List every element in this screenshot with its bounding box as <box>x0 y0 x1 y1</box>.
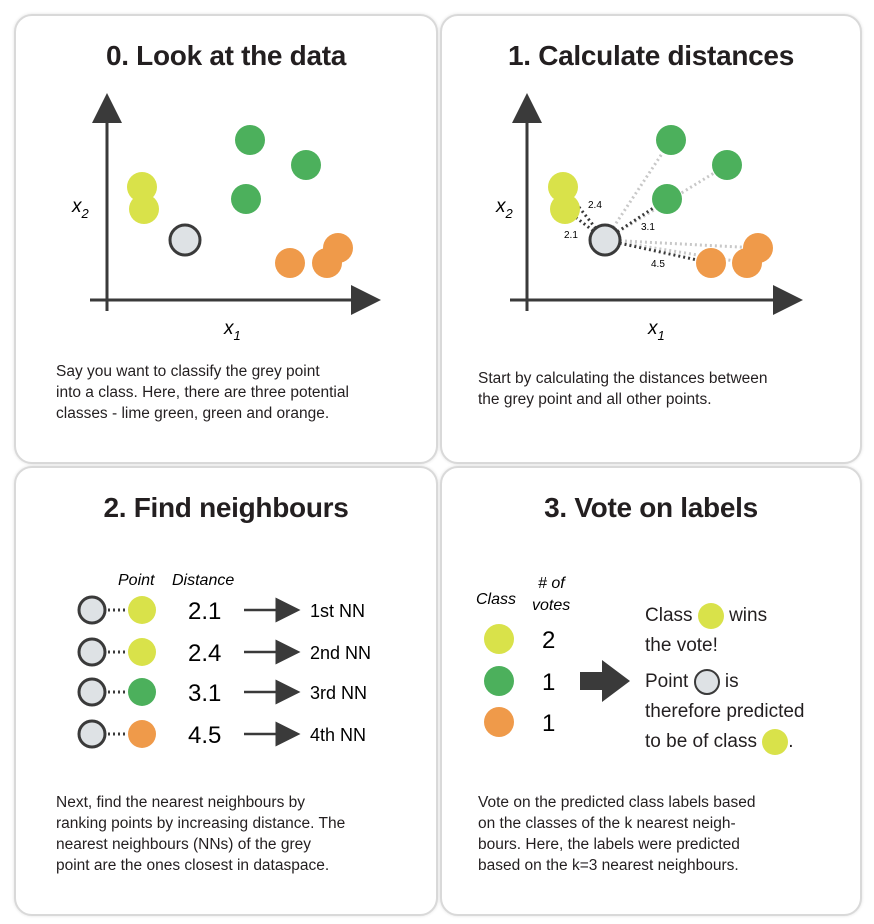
column-header-distance: Distance <box>172 572 235 589</box>
panel-look-at-data <box>14 14 438 464</box>
distance-label: 2.4 <box>588 200 602 211</box>
green-point <box>712 150 742 180</box>
distance-value: 2.1 <box>188 598 222 625</box>
column-header-votes: # of <box>538 575 565 592</box>
y-axis-label: $x_2$ <box>496 196 513 221</box>
lime-point <box>128 596 156 624</box>
x-axis-label: $x_1$ <box>648 318 665 343</box>
scatter-diagram <box>16 16 440 356</box>
green-point <box>235 125 265 155</box>
column-header-votes: votes <box>532 597 571 614</box>
x-axis-label: $x_1$ <box>224 318 241 343</box>
orange-point <box>323 233 353 263</box>
panel-description: Vote on the predicted class labels based on the classes of the k nearest neigh- bours. Here, the labels were predicted based on the k=3 nearest neighbours. <box>478 794 756 874</box>
grey-query-point <box>170 225 200 255</box>
rank-label: 4th NN <box>310 725 367 745</box>
distance-value: 4.5 <box>188 722 222 749</box>
lime-point <box>129 194 159 224</box>
column-header-point: Point <box>118 572 155 589</box>
orange-point <box>743 233 773 263</box>
rank-label: 2nd NN <box>310 643 372 663</box>
grey-point <box>79 597 105 623</box>
lime-class-dot <box>484 624 514 654</box>
panel-title: 1. Calculate distances <box>508 40 794 71</box>
orange-point <box>696 248 726 278</box>
vote-count: 1 <box>542 669 556 696</box>
neighbour-row <box>79 638 371 667</box>
panel-title: 2. Find neighbours <box>103 492 349 523</box>
lime-point <box>550 194 580 224</box>
green-point <box>656 125 686 155</box>
distance-value: 3.1 <box>188 680 222 707</box>
panel-title: 0. Look at the data <box>105 40 347 71</box>
rank-label: 1st NN <box>310 601 366 621</box>
grey-point <box>79 721 105 747</box>
distance-label: 2.1 <box>564 230 578 241</box>
panel-description: Say you want to classify the grey point into a class. Here, there are three potential classes - lime green, green and orange. <box>56 363 349 422</box>
near-distance-lines <box>563 187 711 263</box>
result-line: to be of class . <box>645 727 805 757</box>
panel-calculate-distances <box>440 14 862 464</box>
vote-result-text <box>645 601 805 757</box>
distance-label: 4.5 <box>651 259 665 270</box>
y-axis-label: $x_2$ <box>72 196 89 221</box>
lime-class-dot <box>698 603 724 629</box>
column-header-class: Class <box>476 591 517 608</box>
distance-value: 2.4 <box>188 640 222 667</box>
result-arrow <box>580 660 630 702</box>
lime-class-dot <box>762 729 788 755</box>
neighbour-row <box>79 678 367 707</box>
green-point <box>652 184 682 214</box>
orange-point <box>128 720 156 748</box>
green-class-dot <box>484 666 514 696</box>
rank-label: 3rd NN <box>310 683 368 703</box>
result-line: therefore predicted <box>645 701 805 722</box>
green-point <box>291 150 321 180</box>
result-line: Class wins <box>645 601 805 631</box>
green-point <box>231 184 261 214</box>
neighbour-row <box>79 720 366 749</box>
result-line: the vote! <box>645 635 718 656</box>
panel-vote-on-labels <box>440 466 862 916</box>
grey-point <box>79 679 105 705</box>
panel-description: Start by calculating the distances between the grey point and all other points. <box>478 370 768 408</box>
panel-title: 3. Vote on labels <box>544 492 758 523</box>
neighbour-ranking <box>16 468 440 768</box>
orange-class-dot <box>484 707 514 737</box>
neighbour-row <box>79 596 365 625</box>
grey-query-point <box>590 225 620 255</box>
distance-label: 3.1 <box>641 222 655 233</box>
grey-point <box>79 639 105 665</box>
lime-point <box>128 638 156 666</box>
panel-description: Next, find the nearest neighbours by ranking points by increasing distance. The nearest neighbours (NNs) of the grey point are the ones closest in dataspace. <box>56 794 346 874</box>
orange-point <box>275 248 305 278</box>
green-point <box>128 678 156 706</box>
distance-diagram <box>442 16 864 356</box>
result-line: Point is <box>645 667 805 697</box>
vote-count: 2 <box>542 627 556 654</box>
vote-count: 1 <box>542 710 556 737</box>
grey-point-dot <box>694 669 720 695</box>
panel-find-neighbours <box>14 466 438 916</box>
